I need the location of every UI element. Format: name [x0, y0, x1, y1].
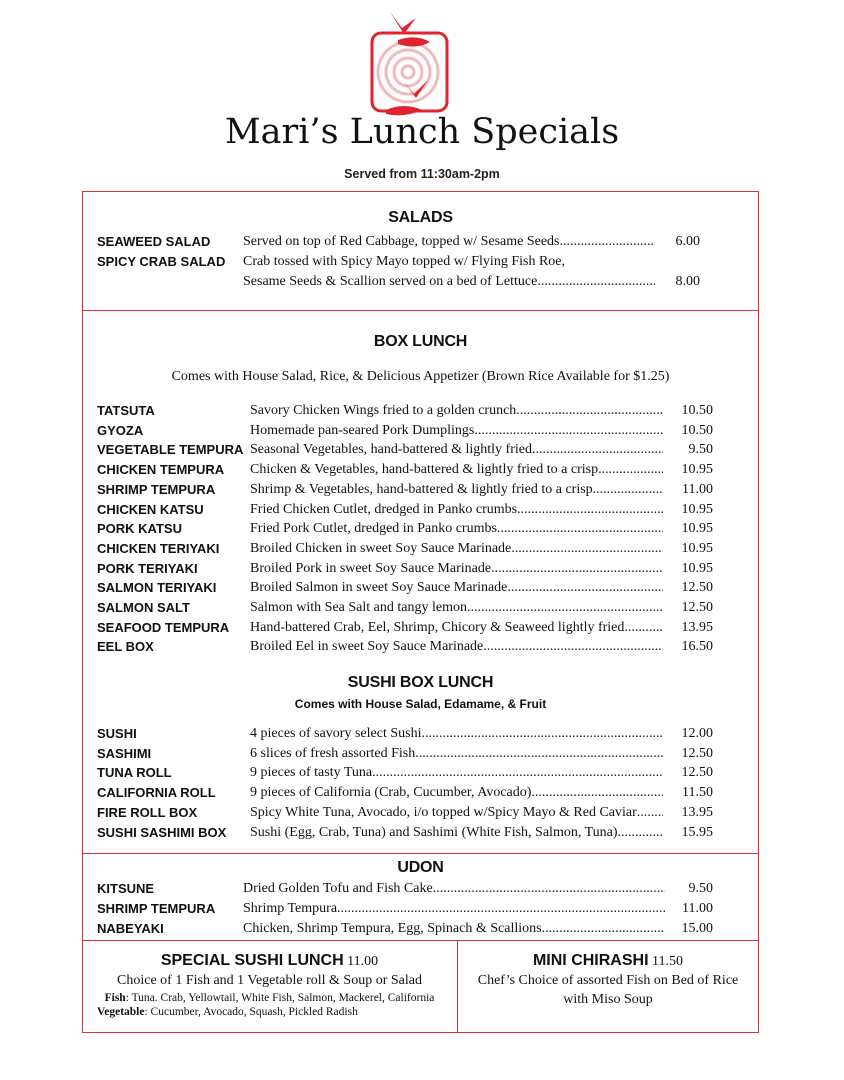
- item-description-text: Broiled Pork in sweet Soy Sauce Marinade: [250, 560, 492, 576]
- item-price: 12.50: [681, 580, 713, 596]
- dot-leader: [497, 521, 663, 537]
- item-description-text: Chicken & Vegetables, hand-battered & lightly fried to a crisp: [250, 462, 599, 478]
- menu-item-row: [97, 901, 717, 921]
- chirashi-price: 11.50: [652, 954, 684, 969]
- item-description: [250, 639, 663, 655]
- item-description-text: Dried Golden Tofu and Fish Cake: [243, 881, 433, 896]
- item-description-text: Salmon with Sea Salt and tangy lemon: [250, 600, 467, 615]
- menu-item-row: [97, 541, 717, 561]
- item-description: [250, 805, 663, 821]
- dot-leader: [491, 561, 663, 577]
- menu-item-row: [97, 825, 717, 845]
- divider: [82, 310, 759, 311]
- item-price: 11.50: [682, 785, 713, 801]
- item-description: [250, 502, 663, 518]
- chirashi-line2: with Miso Soup: [563, 992, 653, 1007]
- item-price: 10.95: [681, 540, 713, 556]
- item-description: [250, 600, 663, 616]
- item-description-text: 4 pieces of savory select Sushi: [250, 726, 422, 741]
- item-price: 11.00: [682, 901, 713, 916]
- item-name: SEAWEED SALAD: [97, 234, 211, 249]
- item-description-text: Broiled Salmon in sweet Soy Sauce Marinade: [250, 580, 508, 596]
- item-name: SALMON TERIYAKI: [97, 580, 217, 596]
- menu-item-row: [97, 921, 717, 941]
- item-description: [250, 726, 663, 742]
- section-title-box-lunch: BOX LUNCH: [373, 333, 468, 350]
- item-description-text: Fried Pork Cutlet, dredged in Panko crumbs: [250, 521, 497, 537]
- menu-item-row: [97, 462, 717, 482]
- item-price: 15.95: [681, 824, 713, 840]
- dot-leader: [637, 805, 663, 821]
- item-price: 10.95: [681, 560, 713, 576]
- dot-leader: [474, 423, 663, 439]
- chirashi-title: MINI CHIRASHI: [532, 952, 649, 969]
- item-description-text: 6 slices of fresh assorted Fish: [250, 745, 416, 761]
- item-description: [250, 541, 663, 557]
- veg-label: Vegetable: [97, 1006, 145, 1018]
- menu-item-row: [97, 746, 717, 766]
- item-description-text: Served on top of Red Cabbage, topped w/ Sesame Seeds: [243, 234, 560, 249]
- dot-leader: [433, 881, 665, 897]
- item-description: [250, 482, 663, 498]
- item-description-text: Shrimp Tempura: [243, 901, 338, 916]
- menu-item-row: [97, 785, 717, 805]
- item-name: SHRIMP TEMPURA: [97, 481, 216, 497]
- item-description: [250, 825, 663, 841]
- item-price: 11.00: [682, 481, 713, 497]
- item-description: [250, 580, 663, 596]
- dot-leader: [372, 765, 663, 781]
- item-name: GYOZA: [97, 422, 144, 438]
- item-name: SUSHI SASHIMI BOX: [97, 824, 227, 840]
- item-description: [243, 234, 655, 250]
- dot-leader: [337, 901, 665, 917]
- item-name: TATSUTA: [97, 403, 155, 418]
- item-price: 6.00: [675, 234, 700, 249]
- item-name: CALIFORNIA ROLL: [97, 785, 216, 801]
- item-description: [250, 746, 663, 762]
- menu-item-row: [97, 765, 717, 785]
- item-name: NABEYAKI: [97, 921, 164, 936]
- item-description-text: Broiled Eel in sweet Soy Sauce Marinade: [250, 639, 484, 655]
- served-hours: Served from 11:30am-2pm: [344, 167, 500, 181]
- item-price: 8.00: [675, 274, 700, 289]
- sushi-box-note: Comes with House Salad, Edamame, & Fruit: [294, 697, 547, 711]
- item-description-text: Broiled Chicken in sweet Soy Sauce Marinade: [250, 540, 512, 556]
- dot-leader: [593, 482, 663, 498]
- item-price: 9.50: [688, 442, 713, 458]
- dot-leader: [598, 462, 663, 478]
- menu-item-row: [97, 442, 717, 462]
- special-desc: Choice of 1 Fish and 1 Vegetable roll & Soup or Salad: [117, 973, 422, 988]
- fish-list: : Tuna. Crab, Yellowtail, White Fish, Salmon, Mackerel, California: [125, 992, 435, 1004]
- item-name: CHICKEN TEMPURA: [97, 462, 225, 478]
- item-price: 12.50: [681, 745, 713, 761]
- menu-item-row: [97, 254, 717, 274]
- item-description-text: Homemade pan-seared Pork Dumplings: [250, 422, 475, 438]
- dot-leader: [421, 726, 663, 742]
- item-name: SASHIMI: [97, 745, 152, 761]
- item-name: SEAFOOD TEMPURA: [97, 619, 230, 635]
- item-name: CHICKEN TERIYAKI: [97, 540, 220, 556]
- dot-leader: [560, 234, 656, 250]
- item-description-text: Spicy White Tuna, Avocado, i/o topped w/Spicy Mayo & Red Caviar: [250, 804, 637, 820]
- item-description-text: Savory Chicken Wings fried to a golden crunch: [250, 403, 517, 418]
- item-name: SUSHI: [97, 726, 137, 741]
- item-description-text: Seasonal Vegetables, hand-battered & lightly fried: [250, 442, 532, 458]
- item-description: [243, 901, 665, 917]
- menu-item-row: [97, 600, 717, 620]
- item-description: [250, 462, 663, 478]
- page-title: Mari’s Lunch Specials: [224, 112, 620, 152]
- section-title-sushi-box: SUSHI BOX LUNCH: [347, 674, 494, 691]
- divider: [82, 853, 759, 854]
- item-price: 10.95: [681, 501, 713, 517]
- item-price: 10.50: [681, 403, 713, 418]
- item-description-text: Crab tossed with Spicy Mayo topped w/ Flying Fish Roe,: [243, 254, 565, 269]
- item-price: 12.00: [681, 726, 713, 741]
- item-price: 16.50: [681, 639, 713, 655]
- item-description: [250, 521, 663, 537]
- dot-leader: [483, 639, 663, 655]
- item-description: [250, 561, 663, 577]
- item-name: SPICY CRAB SALAD: [97, 254, 226, 269]
- dot-leader: [516, 403, 663, 419]
- item-price: 12.50: [681, 765, 713, 781]
- item-name: SALMON SALT: [97, 600, 190, 615]
- item-description: [250, 785, 663, 801]
- item-description: [243, 881, 665, 897]
- item-price: 12.50: [681, 600, 713, 615]
- special-sushi-lunch: [82, 952, 457, 1018]
- item-price: 10.95: [681, 521, 713, 537]
- menu-item-row: [97, 403, 717, 423]
- item-price: 15.00: [681, 921, 713, 936]
- item-name: FIRE ROLL BOX: [97, 804, 198, 820]
- fish-label: Fish: [104, 992, 126, 1004]
- box-lunch-note: Comes with House Salad, Rice, & Delicious Appetizer (Brown Rice Available for $1.25): [171, 369, 670, 384]
- dot-leader: [542, 921, 665, 937]
- menu-item-row: [97, 234, 717, 254]
- item-description-text: Sushi (Egg, Crab, Tuna) and Sashimi (White Fish, Salmon, Tuna): [250, 824, 618, 840]
- item-name: PORK KATSU: [97, 521, 182, 537]
- item-price: 13.95: [681, 619, 713, 635]
- dot-leader: [618, 825, 663, 841]
- item-name: KITSUNE: [97, 881, 155, 896]
- menu-item-row: [97, 639, 717, 659]
- dot-leader: [507, 580, 663, 596]
- section-title-udon: UDON: [397, 859, 444, 876]
- item-description: [250, 403, 663, 419]
- section-title-salads: SALADS: [388, 209, 453, 226]
- menu-item-row: [97, 423, 717, 443]
- item-description-text: Fried Chicken Cutlet, dredged in Panko crumbs: [250, 501, 518, 517]
- item-name: TUNA ROLL: [97, 765, 172, 781]
- item-description: [250, 423, 663, 439]
- menu-item-row: [97, 580, 717, 600]
- item-description: [250, 765, 663, 781]
- menu-item-row: [97, 620, 717, 640]
- menu-item-row: [97, 561, 717, 581]
- item-description-text: 9 pieces of California (Crab, Cucumber, Avocado): [250, 785, 532, 801]
- mini-chirashi: [458, 952, 758, 1008]
- menu-item-row: [97, 274, 717, 294]
- special-title: SPECIAL SUSHI LUNCH: [160, 952, 344, 969]
- dot-leader: [415, 746, 663, 762]
- logo-fish-icon: [368, 10, 452, 122]
- special-price: 11.00: [347, 954, 379, 969]
- item-price: 13.95: [681, 804, 713, 820]
- menu-item-row: [97, 805, 717, 825]
- dot-leader: [511, 541, 663, 557]
- item-price: 10.50: [681, 422, 713, 438]
- item-name: EEL BOX: [97, 639, 154, 655]
- chirashi-line1: Chef’s Choice of assorted Fish on Bed of Rice: [477, 973, 739, 988]
- item-description: [250, 442, 663, 458]
- item-description-text: Sesame Seeds & Scallion served on a bed of Lettuce: [243, 274, 538, 289]
- dot-leader: [467, 600, 663, 616]
- dot-leader: [517, 502, 663, 518]
- dot-leader: [624, 620, 663, 636]
- item-name: CHICKEN KATSU: [97, 501, 204, 517]
- item-price: 9.50: [688, 881, 713, 896]
- item-name: SHRIMP TEMPURA: [97, 901, 216, 916]
- menu-item-row: [97, 726, 717, 746]
- item-description-text: 9 pieces of tasty Tuna: [250, 765, 373, 781]
- dot-leader: [537, 274, 655, 290]
- menu-item-row: [97, 521, 717, 541]
- menu-item-row: [97, 482, 717, 502]
- menu-item-row: [97, 502, 717, 522]
- veg-list: : Cucumber, Avocado, Squash, Pickled Radish: [144, 1006, 358, 1018]
- dot-leader: [531, 785, 663, 801]
- item-name: PORK TERIYAKI: [97, 560, 198, 576]
- item-name: VEGETABLE TEMPURA: [97, 442, 244, 458]
- dot-leader: [532, 442, 663, 458]
- item-description: [243, 254, 655, 270]
- item-description-text: Chicken, Shrimp Tempura, Egg, Spinach & Scallions: [243, 921, 542, 936]
- item-description: [250, 620, 663, 636]
- item-description: [243, 274, 655, 290]
- item-price: 10.95: [681, 462, 713, 478]
- item-description-text: Hand-battered Crab, Eel, Shrimp, Chicory & Seaweed lightly fried: [250, 619, 625, 635]
- item-description-text: Shrimp & Vegetables, hand-battered & lightly fried to a crisp: [250, 481, 593, 497]
- item-description: [243, 921, 665, 937]
- menu-item-row: [97, 881, 717, 901]
